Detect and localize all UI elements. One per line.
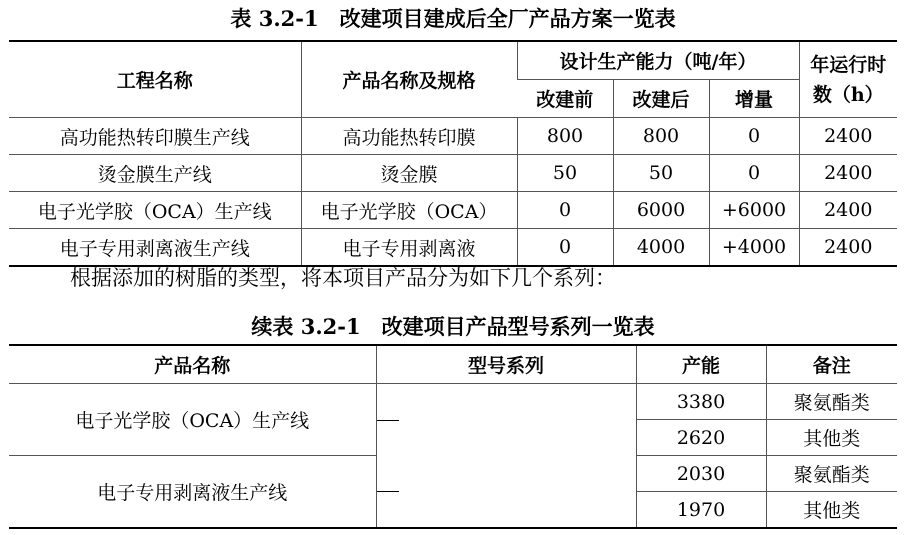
cell-product-name: 电子光学胶（OCA）生产线 xyxy=(9,384,376,456)
cell-hours: 2400 xyxy=(799,118,897,155)
cell-capacity: 2620 xyxy=(636,420,766,456)
cell-product: 烫金膜 xyxy=(301,155,517,192)
cell-series xyxy=(376,384,636,456)
product-plan-table xyxy=(9,40,897,267)
cell-increase: +6000 xyxy=(709,192,799,229)
table-row xyxy=(9,456,897,492)
header-increase: 增量 xyxy=(709,80,799,118)
cell-increase: 0 xyxy=(709,118,799,155)
cell-increase: 0 xyxy=(709,155,799,192)
cell-series xyxy=(376,456,636,529)
header-project: 工程名称 xyxy=(9,41,301,118)
cell-after: 50 xyxy=(613,155,709,192)
table-row xyxy=(9,155,897,192)
cell-before: 0 xyxy=(517,192,613,229)
cell-note: 其他类 xyxy=(766,420,897,456)
product-series-table xyxy=(9,344,897,529)
cell-hours: 2400 xyxy=(799,229,897,267)
cell-capacity: 2030 xyxy=(636,456,766,492)
cell-project: 烫金膜生产线 xyxy=(9,155,301,192)
cell-before: 50 xyxy=(517,155,613,192)
series-dash xyxy=(377,420,399,421)
cell-note: 聚氨酯类 xyxy=(766,384,897,420)
table-row xyxy=(9,118,897,155)
header-after: 改建后 xyxy=(613,80,709,118)
cell-hours: 2400 xyxy=(799,192,897,229)
cell-before: 800 xyxy=(517,118,613,155)
table-row xyxy=(9,229,897,267)
cell-project: 电子专用剥离液生产线 xyxy=(9,229,301,267)
cell-after: 4000 xyxy=(613,229,709,267)
header-note: 备注 xyxy=(766,345,897,384)
cell-note: 聚氨酯类 xyxy=(766,456,897,492)
cell-product: 电子光学胶（OCA） xyxy=(301,192,517,229)
table1-caption: 表 3.2-1 改建项目建成后全厂产品方案一览表 xyxy=(230,6,676,31)
cell-product: 电子专用剥离液 xyxy=(301,229,517,267)
cell-project: 电子光学胶（OCA）生产线 xyxy=(9,192,301,229)
table-row xyxy=(9,192,897,229)
cell-before: 0 xyxy=(517,229,613,267)
table-row xyxy=(9,384,897,420)
cell-hours: 2400 xyxy=(799,155,897,192)
header-name: 产品名称 xyxy=(9,345,376,384)
header-capacity: 设计生产能力（吨/年） xyxy=(517,41,799,80)
cell-capacity: 3380 xyxy=(636,384,766,420)
cell-after: 6000 xyxy=(613,192,709,229)
cell-after: 800 xyxy=(613,118,709,155)
cell-product-name: 电子专用剥离液生产线 xyxy=(97,482,288,504)
body-paragraph: 根据添加的树脂的类型，将本项目产品分为如下几个系列： xyxy=(70,266,616,290)
header-capacity: 产能 xyxy=(636,345,766,384)
cell-project: 高功能热转印膜生产线 xyxy=(9,118,301,155)
header-product: 产品名称及规格 xyxy=(301,41,517,118)
table2-caption: 续表 3.2-1 改建项目产品型号系列一览表 xyxy=(251,314,655,339)
series-dash xyxy=(377,491,399,492)
cell-product: 高功能热转印膜 xyxy=(301,118,517,155)
header-series: 型号系列 xyxy=(376,345,636,384)
cell-note: 其他类 xyxy=(766,492,897,529)
header-before: 改建前 xyxy=(517,80,613,118)
header-hours: 年运行时数（h） xyxy=(799,41,897,118)
cell-increase: +4000 xyxy=(709,229,799,267)
cell-capacity: 1970 xyxy=(636,492,766,529)
